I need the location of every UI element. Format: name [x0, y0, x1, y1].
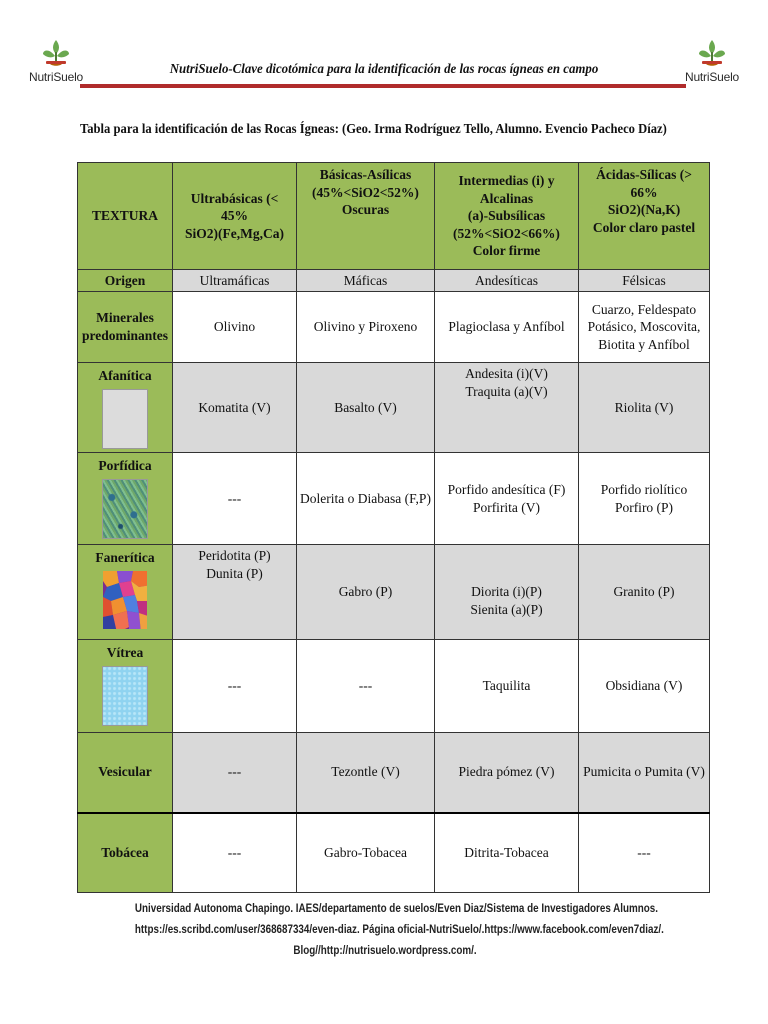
row-minerales	[78, 292, 710, 363]
table-cell: Riolita (V)	[579, 363, 710, 453]
footer-line: Universidad Autonoma Chapingo. IAES/departamento de suelos/Even Diaz/Sistema de Investigadores Alumnos.	[134, 901, 658, 915]
row-label: Porfídica	[78, 453, 173, 545]
table-cell: Gabro (P)	[297, 545, 435, 640]
vitrea-texture-image	[102, 666, 148, 726]
table-cell: Andesita (i)(V) Traquita (a)(V)	[435, 363, 579, 453]
table-cell: ---	[173, 640, 297, 733]
table-cell: Ultramáficas	[173, 270, 297, 292]
table-cell: Peridotita (P) Dunita (P)	[173, 545, 297, 640]
page-footer	[80, 898, 690, 961]
row-porfidica	[78, 453, 710, 545]
table-cell: Gabro-Tobacea	[297, 813, 435, 893]
header-divider	[80, 84, 686, 88]
granite-crystal-image	[103, 571, 147, 629]
faneritica-texture-image	[103, 571, 147, 629]
table-cell: ---	[297, 640, 435, 733]
table-cell: Dolerita o Diabasa (F,P)	[297, 453, 435, 545]
row-tobacea	[78, 813, 710, 893]
table-cell: Komatita (V)	[173, 363, 297, 453]
table-cell: Plagioclasa y Anfíbol	[435, 292, 579, 363]
table-cell: Cuarzo, Feldespato Potásico, Moscovita, Biotita y Anfíbol	[579, 292, 710, 363]
table-cell: Basalto (V)	[297, 363, 435, 453]
afanitica-texture-image	[102, 389, 148, 449]
footer-line: Blog//http://nutrisuelo.wordpress.com/.	[293, 943, 477, 957]
sprout-icon	[41, 34, 71, 72]
row-vesicular	[78, 733, 710, 813]
sprout-icon	[697, 34, 727, 72]
table-cell: ---	[579, 813, 710, 893]
row-label: Tobácea	[78, 813, 173, 893]
table-cell: Olivino y Piroxeno	[297, 292, 435, 363]
table-cell: Obsidiana (V)	[579, 640, 710, 733]
porfidica-texture-image	[102, 479, 148, 539]
row-afanitica	[78, 363, 710, 453]
row-faneritica	[78, 545, 710, 640]
table-cell: Granito (P)	[579, 545, 710, 640]
row-label: Origen	[78, 270, 173, 292]
header-basicas: Básicas-Asílicas (45%<SiO2<52%) Oscuras	[297, 163, 435, 270]
nutrisuelo-logo-left	[28, 34, 84, 94]
row-label: Fanerítica	[78, 545, 173, 640]
footer-line: https://es.scribd.com/user/368687334/even-diaz. Página oficial-NutriSuelo/.https://www.facebook.com/even7diaz/.	[134, 922, 664, 936]
table-cell: Ditrita-Tobacea	[435, 813, 579, 893]
table-cell: ---	[173, 733, 297, 813]
table-caption: Tabla para la identificación de las Rocas Ígneas: (Geo. Irma Rodríguez Tello, Alumno. Evencio Pacheco Díaz)	[80, 122, 667, 137]
table-cell: Máficas	[297, 270, 435, 292]
table-cell: Porfido riolítico Porfiro (P)	[579, 453, 710, 545]
page-header	[28, 34, 740, 94]
row-label: Vesicular	[78, 733, 173, 813]
table-cell: Diorita (i)(P) Sienita (a)(P)	[435, 545, 579, 640]
table-cell: ---	[173, 813, 297, 893]
header-title: NutriSuelo-Clave dicotómica para la identificación de las rocas ígneas en campo	[169, 62, 599, 77]
table-cell: Taquilita	[435, 640, 579, 733]
row-origen	[78, 270, 710, 292]
nutrisuelo-logo-right	[684, 34, 740, 94]
table-cell: Tezontle (V)	[297, 733, 435, 813]
igneous-rocks-table	[77, 162, 710, 893]
logo-text: NutriSuelo	[684, 70, 740, 84]
logo-text: NutriSuelo	[28, 70, 84, 84]
row-label: Vítrea	[78, 640, 173, 733]
table-cell: Pumicita o Pumita (V)	[579, 733, 710, 813]
row-label: Minerales predominantes	[78, 292, 173, 363]
table-cell: Andesíticas	[435, 270, 579, 292]
header-textura: TEXTURA	[78, 163, 173, 270]
table-cell: ---	[173, 453, 297, 545]
row-vitrea	[78, 640, 710, 733]
table-cell: Piedra pómez (V)	[435, 733, 579, 813]
table-header-row	[78, 163, 710, 270]
row-label: Afanítica	[78, 363, 173, 453]
header-ultrabasicas: Ultrabásicas (< 45% SiO2)(Fe,Mg,Ca)	[173, 163, 297, 270]
table-cell: Félsicas	[579, 270, 710, 292]
table-cell: Olivino	[173, 292, 297, 363]
header-acidas: Ácidas-Sílicas (> 66% SiO2)(Na,K) Color claro pastel	[579, 163, 710, 270]
table-cell: Porfido andesítica (F) Porfirita (V)	[435, 453, 579, 545]
header-intermedias: Intermedias (i) y Alcalinas (a)-Subsílicas (52%<SiO2<66%) Color firme	[435, 163, 579, 270]
